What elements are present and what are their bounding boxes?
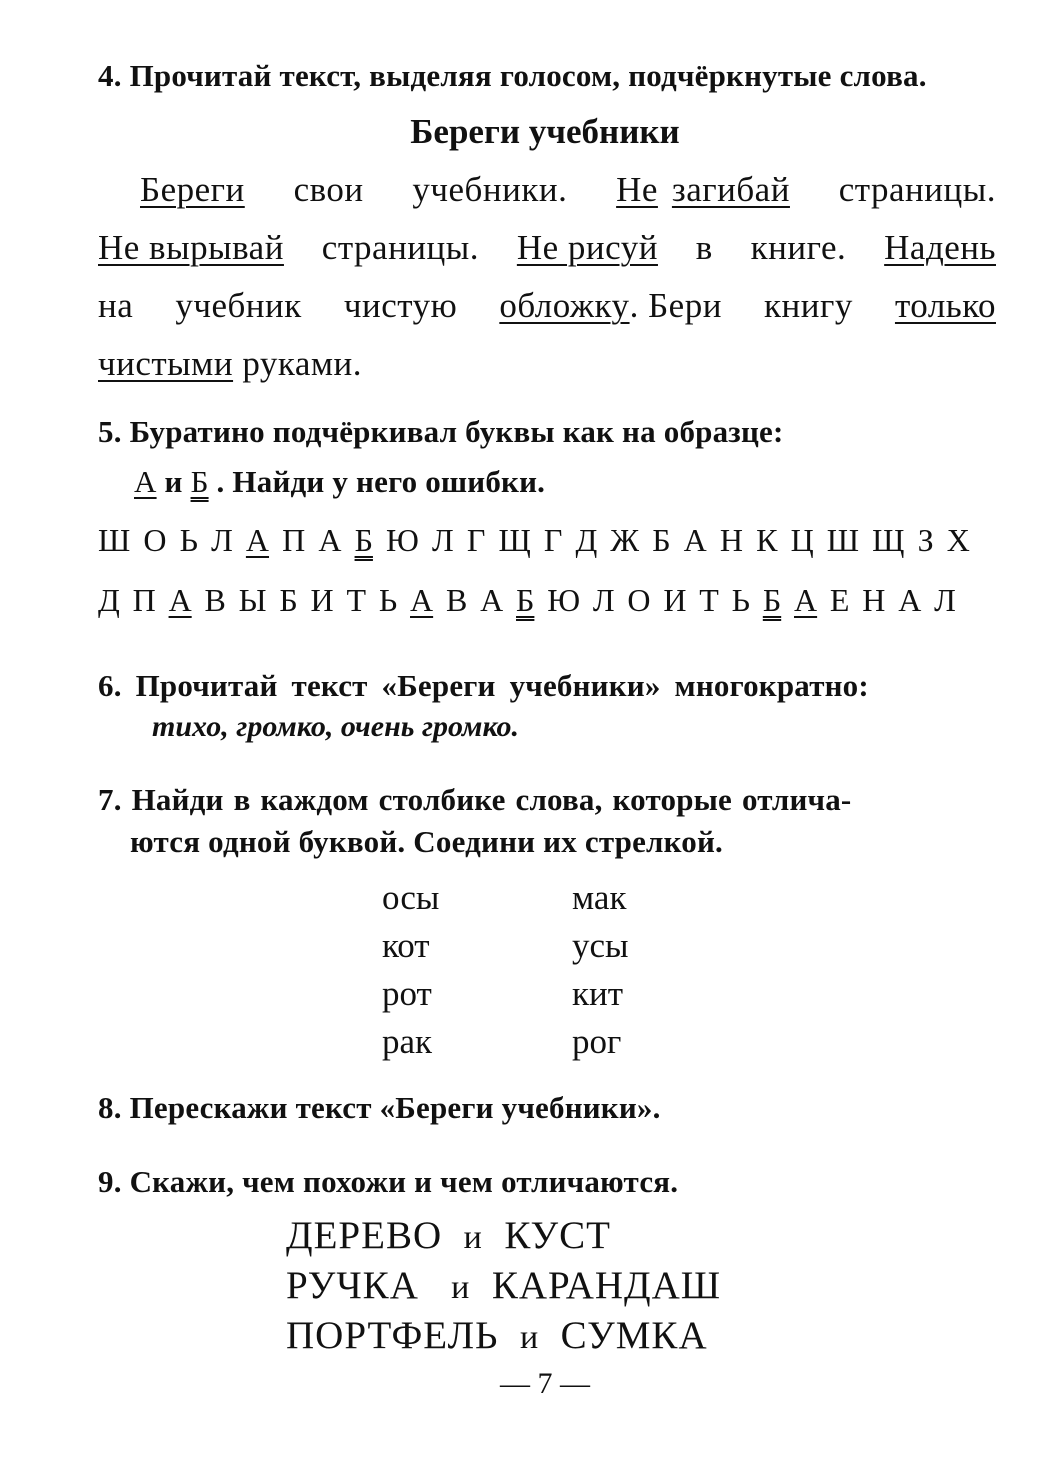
letter: А — [318, 522, 342, 558]
word-item: рак — [382, 1022, 433, 1061]
letter: Д — [98, 582, 120, 618]
letter: Г — [466, 522, 486, 558]
task-4-heading: 4. Прочитай текст, выделяя голосом, подчёркнутые слова. — [98, 58, 927, 93]
letter: Щ — [498, 522, 531, 558]
letter: П — [132, 582, 156, 618]
letter: А — [898, 582, 922, 618]
letter: З — [917, 522, 934, 558]
task-7-heading-line-1: 7. Найди в каждом столбике слова, которые отлича- — [98, 782, 852, 817]
word-item: рот — [382, 974, 432, 1013]
letter: А — [794, 582, 818, 618]
letter: Б — [762, 582, 782, 618]
word-item: осы — [382, 878, 440, 917]
pair-row — [286, 1262, 721, 1312]
pair-row — [286, 1212, 721, 1262]
task-8-heading: 8. Перескажи текст «Береги учебники». — [98, 1090, 661, 1125]
word-item: рог — [572, 1022, 622, 1061]
letter: Ж — [610, 522, 640, 558]
letter: Д — [575, 522, 598, 558]
pair-and: и — [463, 1219, 483, 1256]
letter: Щ — [872, 522, 905, 558]
story-line-2 — [98, 226, 996, 270]
pair-right: КУСТ — [504, 1214, 612, 1257]
letter: О — [627, 582, 651, 618]
letter: А — [480, 582, 504, 618]
story-word: Надень — [884, 228, 996, 267]
pair-and: и — [519, 1319, 540, 1356]
letter: Л — [211, 522, 233, 558]
page-number: — 7 — — [500, 1367, 590, 1400]
story-word: страницы. — [838, 170, 996, 209]
task-9-heading: 9. Скажи, чем похожи и чем отличаются. — [98, 1164, 679, 1199]
story-word: обложку — [499, 286, 630, 325]
story-line-3 — [98, 284, 996, 328]
word-item: кот — [382, 926, 430, 965]
letter: Н — [719, 522, 743, 558]
story-word: Не — [616, 170, 658, 209]
letter: Е — [829, 582, 850, 618]
story-word: Береги — [140, 170, 245, 209]
story-word: только — [894, 286, 996, 325]
story-word: книге. — [750, 228, 847, 267]
story-line-1 — [98, 168, 996, 212]
sample-letter-b: Б — [190, 464, 209, 499]
letter: Н — [862, 582, 886, 618]
story-word: Не вырывай — [98, 228, 284, 267]
story-title: Береги учебники — [410, 112, 680, 151]
pair-right: КАРАНДАШ — [491, 1264, 722, 1307]
letter: Ь — [378, 582, 398, 618]
letter: Б — [354, 522, 373, 558]
pair-left: ПОРТФЕЛЬ — [286, 1314, 499, 1357]
word-item: усы — [572, 926, 629, 965]
story-word: учебник — [175, 286, 302, 325]
letter-row-1 — [98, 518, 970, 562]
word-item: мак — [572, 878, 627, 917]
word-column-left — [382, 874, 439, 1066]
pair-left: ДЕРЕВО — [286, 1214, 443, 1257]
sample-instruction: . Найди у него ошибки. — [216, 464, 546, 499]
task-6-heading-text: 6. Прочитай текст «Береги учебники» многократно: — [98, 668, 869, 703]
task-5-sample — [134, 462, 545, 502]
story-text — [98, 168, 996, 386]
story-line-4 — [98, 342, 996, 386]
letter: П — [282, 522, 306, 558]
letter: Ш — [826, 522, 860, 558]
story-word: Не рисуй — [516, 228, 658, 267]
letter: К — [756, 522, 778, 558]
comparison-pairs — [286, 1212, 721, 1362]
letter: Б — [279, 582, 298, 618]
letter: В — [445, 582, 468, 618]
task-7-heading-line-2: ются одной буквой. Соедини их стрелкой. — [130, 824, 723, 859]
pair-row — [286, 1312, 721, 1362]
letter: А — [683, 522, 707, 558]
pair-and: и — [451, 1269, 471, 1306]
letter: Г — [543, 522, 563, 558]
letter: В — [204, 582, 226, 618]
story-word: книгу — [764, 286, 853, 325]
letter: Б — [516, 582, 535, 618]
story-word: на — [98, 286, 134, 325]
task-5-heading: 5. Буратино подчёркивал буквы как на образце: — [98, 414, 784, 449]
letter: И — [310, 582, 334, 618]
letter: Ю — [547, 582, 581, 618]
story-word: чистую — [343, 286, 458, 325]
letter: Л — [934, 582, 956, 618]
word-item: кит — [572, 974, 624, 1013]
story-word: в — [695, 228, 713, 267]
letter: О — [143, 522, 167, 558]
sample-letter-a: А — [134, 464, 157, 499]
pair-left: РУЧКА — [286, 1264, 419, 1307]
story-word: страницы. — [321, 228, 480, 267]
letter: А — [168, 582, 192, 618]
word-column-right — [572, 874, 629, 1066]
letter: Т — [699, 582, 719, 618]
story-word: учебники. — [412, 170, 568, 209]
letter: И — [663, 582, 687, 618]
sample-and: и — [164, 464, 183, 499]
letter: Т — [346, 582, 367, 618]
letter: Л — [432, 522, 454, 558]
task-6-modes: тихо, громко, очень громко. — [152, 710, 520, 743]
letter: Ы — [238, 582, 267, 618]
story-word: руками. — [233, 344, 362, 383]
story-word: чистыми — [98, 344, 234, 383]
letter: Ь — [179, 522, 198, 558]
letter: Ц — [790, 522, 814, 558]
letter-row-2 — [98, 578, 956, 622]
story-word: . Бери — [629, 286, 722, 325]
task-6-heading — [98, 666, 996, 706]
letter: А — [245, 522, 270, 558]
pair-right: СУМКА — [560, 1314, 708, 1357]
letter: Л — [592, 582, 615, 618]
letter: Ь — [731, 582, 750, 618]
letter: Ю — [386, 522, 419, 558]
letter: Ш — [98, 522, 131, 558]
letter: А — [410, 582, 434, 618]
story-word: свои — [293, 170, 364, 209]
story-word: загибай — [671, 170, 790, 209]
letter: Б — [652, 522, 671, 558]
letter: Х — [946, 522, 970, 558]
